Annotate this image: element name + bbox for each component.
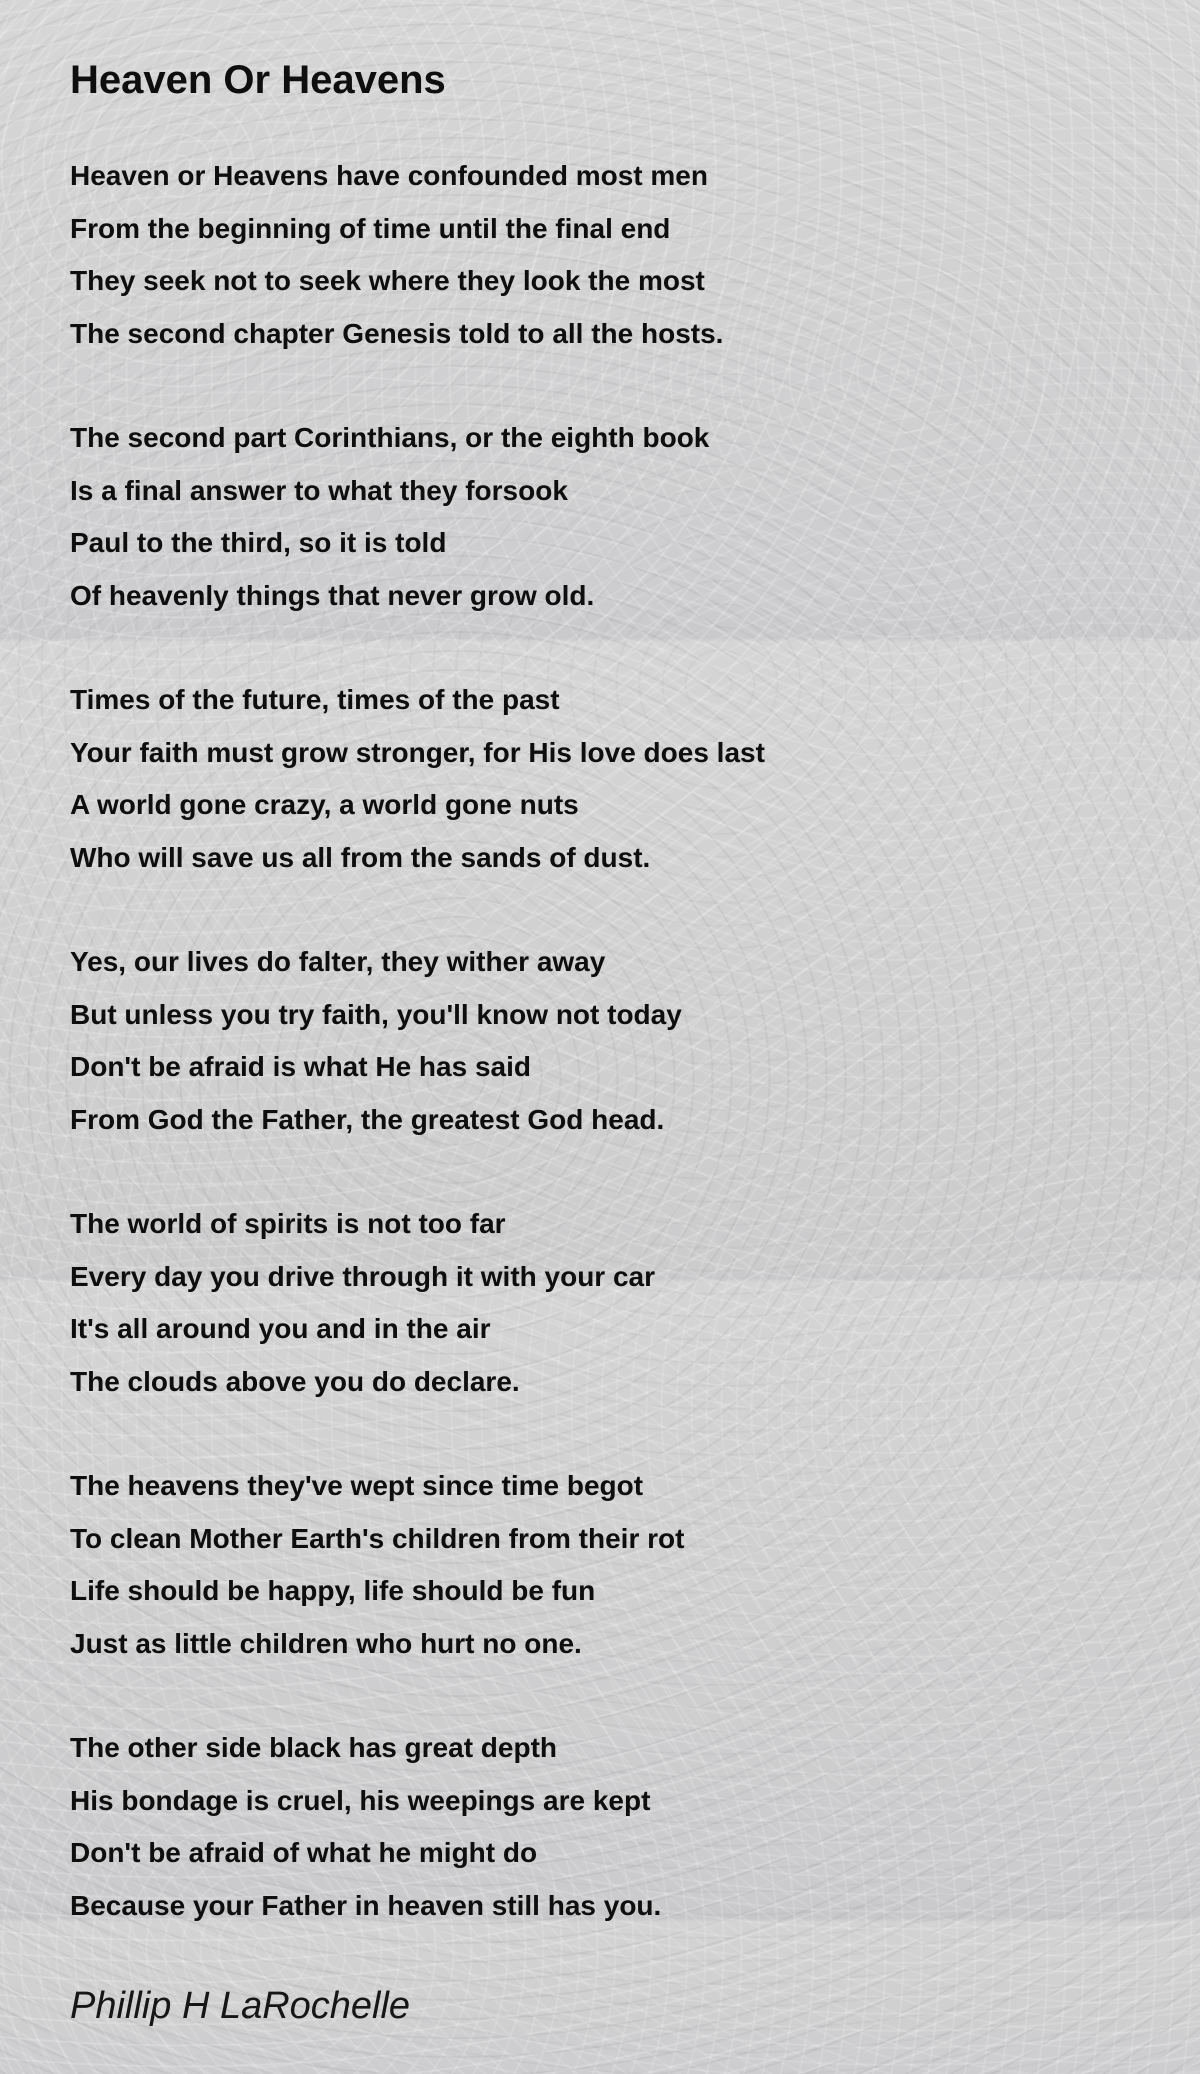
poem-line: A world gone crazy, a world gone nuts <box>70 789 579 820</box>
stanza <box>70 1198 1140 1408</box>
poem-title: Heaven Or Heavens <box>70 58 446 102</box>
poem-line: From God the Father, the greatest God head. <box>70 1103 665 1135</box>
poem-line: Because your Father in heaven still has you. <box>70 1889 662 1921</box>
poem-line: Paul to the third, so it is told <box>70 527 447 558</box>
poem-line: The second part Corinthians, or the eighth book <box>70 422 710 453</box>
poem-line: Just as little children who hurt no one. <box>70 1627 582 1659</box>
poem-line: The heavens they've wept since time begot <box>70 1470 644 1501</box>
poem-line: Who will save us all from the sands of dust. <box>70 841 651 873</box>
poem-line: To clean Mother Earth's children from their rot <box>70 1522 685 1554</box>
poem-line: But unless you try faith, you'll know not today <box>70 998 682 1030</box>
poem-line: Your faith must grow stronger, for His love does last <box>70 736 765 768</box>
stanza <box>70 936 1140 1146</box>
poem-line: Yes, our lives do falter, they wither away <box>70 946 606 977</box>
poem-line: From the beginning of time until the final end <box>70 212 671 244</box>
poem-line: It's all around you and in the air <box>70 1313 491 1344</box>
poem-line: His bondage is cruel, his weepings are kept <box>70 1784 651 1816</box>
stanza <box>70 1460 1140 1670</box>
stanza <box>70 150 1140 360</box>
poem-line: Times of the future, times of the past <box>70 684 560 715</box>
stanza <box>70 412 1140 622</box>
poem-author: Phillip H LaRochelle <box>70 1985 411 2027</box>
poem-line: Don't be afraid of what he might do <box>70 1837 538 1868</box>
stanza <box>70 1722 1140 1932</box>
poem-line: Is a final answer to what they forsook <box>70 474 568 506</box>
poem-line: The other side black has great depth <box>70 1732 558 1763</box>
poem-line: Every day you drive through it with your car <box>70 1260 656 1292</box>
poem-line: Don't be afraid is what He has said <box>70 1051 531 1082</box>
poem-line: Life should be happy, life should be fun <box>70 1575 596 1606</box>
poem-line: Of heavenly things that never grow old. <box>70 579 595 611</box>
stanza <box>70 674 1140 884</box>
poem-line: The second chapter Genesis told to all the hosts. <box>70 317 724 349</box>
poem-line: The world of spirits is not too far <box>70 1208 506 1239</box>
poem-line: They seek not to seek where they look the most <box>70 265 705 296</box>
poem-line: Heaven or Heavens have confounded most men <box>70 160 708 191</box>
poem-line: The clouds above you do declare. <box>70 1365 520 1397</box>
